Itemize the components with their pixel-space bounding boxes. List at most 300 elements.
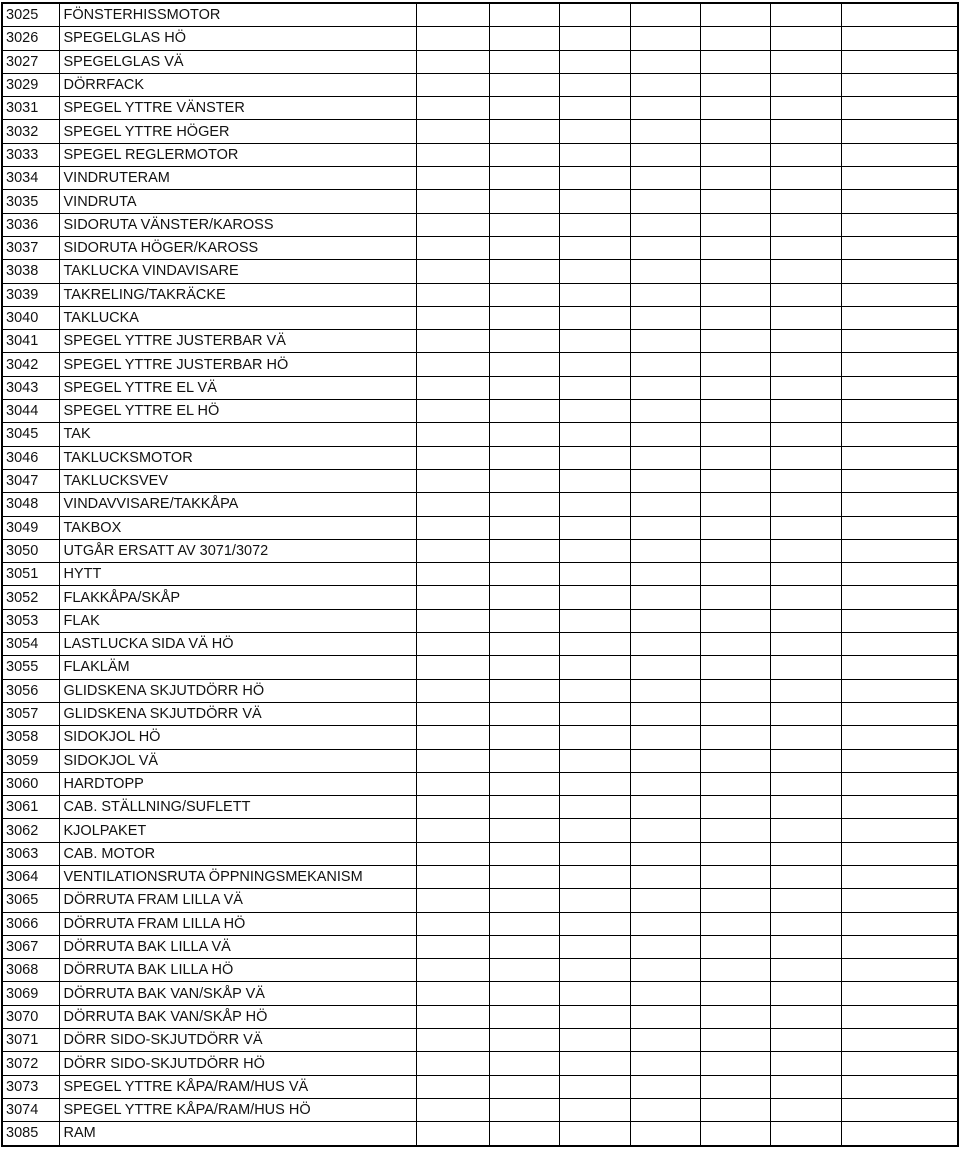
part-name-cell: DÖRRUTA BAK LILLA VÄ xyxy=(59,935,416,958)
empty-cell xyxy=(770,283,841,306)
part-name-cell: DÖRRUTA FRAM LILLA VÄ xyxy=(59,889,416,912)
empty-cell xyxy=(630,236,700,259)
table-row xyxy=(2,982,958,1005)
empty-cell xyxy=(770,726,841,749)
part-code-cell: 3085 xyxy=(2,1122,59,1146)
empty-cell xyxy=(770,749,841,772)
part-code-cell: 3033 xyxy=(2,143,59,166)
part-name-cell: GLIDSKENA SKJUTDÖRR VÄ xyxy=(59,702,416,725)
empty-cell xyxy=(630,190,700,213)
empty-cell xyxy=(770,400,841,423)
empty-cell xyxy=(700,400,770,423)
empty-cell xyxy=(630,143,700,166)
empty-cell xyxy=(770,702,841,725)
empty-cell xyxy=(841,935,958,958)
parts-code-table xyxy=(1,2,959,1147)
empty-cell xyxy=(559,702,630,725)
table-row xyxy=(2,143,958,166)
empty-cell xyxy=(841,1052,958,1075)
part-code-cell: 3072 xyxy=(2,1052,59,1075)
empty-cell xyxy=(416,400,489,423)
empty-cell xyxy=(416,865,489,888)
part-code-cell: 3065 xyxy=(2,889,59,912)
table-row xyxy=(2,865,958,888)
empty-cell xyxy=(770,120,841,143)
empty-cell xyxy=(841,167,958,190)
part-name-cell: KJOLPAKET xyxy=(59,819,416,842)
empty-cell xyxy=(416,1122,489,1146)
empty-cell xyxy=(770,935,841,958)
part-code-cell: 3043 xyxy=(2,376,59,399)
empty-cell xyxy=(841,912,958,935)
part-name-cell: DÖRR SIDO-SKJUTDÖRR VÄ xyxy=(59,1029,416,1052)
table-row xyxy=(2,236,958,259)
empty-cell xyxy=(841,213,958,236)
empty-cell xyxy=(841,1005,958,1028)
empty-cell xyxy=(841,400,958,423)
empty-cell xyxy=(489,73,559,96)
empty-cell xyxy=(630,539,700,562)
part-code-cell: 3026 xyxy=(2,27,59,50)
empty-cell xyxy=(489,563,559,586)
empty-cell xyxy=(700,656,770,679)
empty-cell xyxy=(700,749,770,772)
empty-cell xyxy=(489,306,559,329)
empty-cell xyxy=(700,726,770,749)
empty-cell xyxy=(559,353,630,376)
empty-cell xyxy=(559,376,630,399)
empty-cell xyxy=(841,982,958,1005)
empty-cell xyxy=(700,1098,770,1121)
empty-cell xyxy=(489,889,559,912)
table-row xyxy=(2,516,958,539)
empty-cell xyxy=(770,236,841,259)
empty-cell xyxy=(559,563,630,586)
part-code-cell: 3059 xyxy=(2,749,59,772)
empty-cell xyxy=(700,493,770,516)
empty-cell xyxy=(559,726,630,749)
part-code-cell: 3046 xyxy=(2,446,59,469)
empty-cell xyxy=(630,633,700,656)
part-name-cell: SPEGELGLAS HÖ xyxy=(59,27,416,50)
empty-cell xyxy=(841,539,958,562)
empty-cell xyxy=(770,1052,841,1075)
empty-cell xyxy=(841,120,958,143)
table-row xyxy=(2,633,958,656)
empty-cell xyxy=(416,633,489,656)
empty-cell xyxy=(841,97,958,120)
empty-cell xyxy=(416,27,489,50)
empty-cell xyxy=(770,306,841,329)
empty-cell xyxy=(489,283,559,306)
table-row xyxy=(2,260,958,283)
empty-cell xyxy=(489,1005,559,1028)
part-code-cell: 3027 xyxy=(2,50,59,73)
table-row xyxy=(2,889,958,912)
empty-cell xyxy=(559,446,630,469)
empty-cell xyxy=(841,702,958,725)
empty-cell xyxy=(841,959,958,982)
empty-cell xyxy=(559,493,630,516)
empty-cell xyxy=(630,726,700,749)
empty-cell xyxy=(416,982,489,1005)
empty-cell xyxy=(416,1005,489,1028)
empty-cell xyxy=(630,982,700,1005)
empty-cell xyxy=(770,889,841,912)
part-code-cell: 3050 xyxy=(2,539,59,562)
empty-cell xyxy=(559,167,630,190)
empty-cell xyxy=(559,469,630,492)
empty-cell xyxy=(559,889,630,912)
empty-cell xyxy=(841,1122,958,1146)
part-name-cell: SPEGEL YTTRE JUSTERBAR HÖ xyxy=(59,353,416,376)
empty-cell xyxy=(489,1098,559,1121)
part-name-cell: DÖRRUTA BAK VAN/SKÅP HÖ xyxy=(59,1005,416,1028)
empty-cell xyxy=(559,1075,630,1098)
table-row xyxy=(2,1052,958,1075)
empty-cell xyxy=(630,73,700,96)
empty-cell xyxy=(559,97,630,120)
empty-cell xyxy=(770,982,841,1005)
empty-cell xyxy=(559,400,630,423)
empty-cell xyxy=(559,842,630,865)
empty-cell xyxy=(770,959,841,982)
part-code-cell: 3035 xyxy=(2,190,59,213)
table-row xyxy=(2,1122,958,1146)
part-code-cell: 3025 xyxy=(2,3,59,27)
empty-cell xyxy=(770,423,841,446)
empty-cell xyxy=(630,1052,700,1075)
empty-cell xyxy=(489,982,559,1005)
empty-cell xyxy=(559,50,630,73)
empty-cell xyxy=(700,260,770,283)
empty-cell xyxy=(559,213,630,236)
empty-cell xyxy=(630,260,700,283)
empty-cell xyxy=(700,1075,770,1098)
empty-cell xyxy=(630,353,700,376)
empty-cell xyxy=(489,376,559,399)
part-name-cell: FLAKKÅPA/SKÅP xyxy=(59,586,416,609)
part-code-cell: 3036 xyxy=(2,213,59,236)
empty-cell xyxy=(559,190,630,213)
empty-cell xyxy=(770,633,841,656)
table-row xyxy=(2,935,958,958)
empty-cell xyxy=(700,306,770,329)
empty-cell xyxy=(770,73,841,96)
part-name-cell: FLAKLÄM xyxy=(59,656,416,679)
empty-cell xyxy=(559,423,630,446)
part-code-cell: 3038 xyxy=(2,260,59,283)
empty-cell xyxy=(630,1122,700,1146)
part-code-cell: 3071 xyxy=(2,1029,59,1052)
empty-cell xyxy=(700,1005,770,1028)
empty-cell xyxy=(416,1075,489,1098)
empty-cell xyxy=(770,97,841,120)
empty-cell xyxy=(489,260,559,283)
empty-cell xyxy=(700,376,770,399)
empty-cell xyxy=(416,1052,489,1075)
empty-cell xyxy=(416,353,489,376)
empty-cell xyxy=(416,889,489,912)
table-row xyxy=(2,190,958,213)
empty-cell xyxy=(700,516,770,539)
empty-cell xyxy=(770,1029,841,1052)
empty-cell xyxy=(559,656,630,679)
part-name-cell: LASTLUCKA SIDA VÄ HÖ xyxy=(59,633,416,656)
empty-cell xyxy=(630,749,700,772)
empty-cell xyxy=(559,1098,630,1121)
empty-cell xyxy=(700,959,770,982)
empty-cell xyxy=(770,376,841,399)
empty-cell xyxy=(416,423,489,446)
empty-cell xyxy=(630,1075,700,1098)
part-name-cell: DÖRR SIDO-SKJUTDÖRR HÖ xyxy=(59,1052,416,1075)
empty-cell xyxy=(700,982,770,1005)
empty-cell xyxy=(841,3,958,27)
empty-cell xyxy=(416,539,489,562)
empty-cell xyxy=(416,50,489,73)
empty-cell xyxy=(416,702,489,725)
part-name-cell: VENTILATIONSRUTA ÖPPNINGSMEKANISM xyxy=(59,865,416,888)
part-name-cell: DÖRRUTA BAK LILLA HÖ xyxy=(59,959,416,982)
empty-cell xyxy=(841,1098,958,1121)
empty-cell xyxy=(770,1005,841,1028)
empty-cell xyxy=(700,167,770,190)
empty-cell xyxy=(416,1098,489,1121)
empty-cell xyxy=(770,1122,841,1146)
empty-cell xyxy=(416,3,489,27)
empty-cell xyxy=(416,609,489,632)
empty-cell xyxy=(559,935,630,958)
table-row xyxy=(2,400,958,423)
table-body xyxy=(2,3,958,1146)
empty-cell xyxy=(700,889,770,912)
empty-cell xyxy=(841,236,958,259)
table-row xyxy=(2,842,958,865)
empty-cell xyxy=(489,1075,559,1098)
table-row xyxy=(2,120,958,143)
empty-cell xyxy=(841,819,958,842)
empty-cell xyxy=(630,912,700,935)
empty-cell xyxy=(841,633,958,656)
empty-cell xyxy=(416,772,489,795)
empty-cell xyxy=(841,586,958,609)
part-name-cell: TAKRELING/TAKRÄCKE xyxy=(59,283,416,306)
empty-cell xyxy=(630,167,700,190)
empty-cell xyxy=(630,935,700,958)
empty-cell xyxy=(416,959,489,982)
empty-cell xyxy=(630,656,700,679)
part-code-cell: 3029 xyxy=(2,73,59,96)
empty-cell xyxy=(700,796,770,819)
empty-cell xyxy=(416,306,489,329)
empty-cell xyxy=(559,539,630,562)
empty-cell xyxy=(416,469,489,492)
empty-cell xyxy=(700,120,770,143)
empty-cell xyxy=(416,143,489,166)
empty-cell xyxy=(489,330,559,353)
empty-cell xyxy=(489,27,559,50)
empty-cell xyxy=(770,912,841,935)
table-row xyxy=(2,27,958,50)
part-name-cell: TAKLUCKSMOTOR xyxy=(59,446,416,469)
empty-cell xyxy=(559,609,630,632)
empty-cell xyxy=(489,912,559,935)
empty-cell xyxy=(700,609,770,632)
part-code-cell: 3037 xyxy=(2,236,59,259)
empty-cell xyxy=(630,563,700,586)
part-name-cell: SPEGELGLAS VÄ xyxy=(59,50,416,73)
empty-cell xyxy=(770,493,841,516)
empty-cell xyxy=(841,73,958,96)
empty-cell xyxy=(700,469,770,492)
empty-cell xyxy=(416,749,489,772)
empty-cell xyxy=(770,819,841,842)
empty-cell xyxy=(841,609,958,632)
empty-cell xyxy=(700,283,770,306)
empty-cell xyxy=(770,143,841,166)
part-name-cell: TAKLUCKA VINDAVISARE xyxy=(59,260,416,283)
part-name-cell: FLAK xyxy=(59,609,416,632)
empty-cell xyxy=(630,609,700,632)
empty-cell xyxy=(416,260,489,283)
part-name-cell: SIDOKJOL HÖ xyxy=(59,726,416,749)
table-row xyxy=(2,97,958,120)
empty-cell xyxy=(489,796,559,819)
empty-cell xyxy=(770,330,841,353)
empty-cell xyxy=(630,772,700,795)
empty-cell xyxy=(700,1122,770,1146)
table-row xyxy=(2,539,958,562)
empty-cell xyxy=(416,563,489,586)
table-row xyxy=(2,73,958,96)
empty-cell xyxy=(841,353,958,376)
table-row xyxy=(2,376,958,399)
empty-cell xyxy=(630,679,700,702)
empty-cell xyxy=(489,469,559,492)
empty-cell xyxy=(700,143,770,166)
table-row xyxy=(2,702,958,725)
empty-cell xyxy=(700,586,770,609)
empty-cell xyxy=(630,865,700,888)
empty-cell xyxy=(416,446,489,469)
table-row xyxy=(2,167,958,190)
empty-cell xyxy=(489,586,559,609)
empty-cell xyxy=(630,1029,700,1052)
part-code-cell: 3047 xyxy=(2,469,59,492)
empty-cell xyxy=(489,423,559,446)
part-name-cell: DÖRRUTA FRAM LILLA HÖ xyxy=(59,912,416,935)
empty-cell xyxy=(841,516,958,539)
empty-cell xyxy=(770,190,841,213)
empty-cell xyxy=(630,423,700,446)
empty-cell xyxy=(489,236,559,259)
empty-cell xyxy=(841,27,958,50)
empty-cell xyxy=(700,935,770,958)
empty-cell xyxy=(416,236,489,259)
empty-cell xyxy=(630,283,700,306)
empty-cell xyxy=(489,3,559,27)
empty-cell xyxy=(630,959,700,982)
table-row xyxy=(2,283,958,306)
part-code-cell: 3052 xyxy=(2,586,59,609)
empty-cell xyxy=(489,842,559,865)
empty-cell xyxy=(489,97,559,120)
empty-cell xyxy=(489,50,559,73)
empty-cell xyxy=(841,190,958,213)
empty-cell xyxy=(770,586,841,609)
table-row xyxy=(2,679,958,702)
empty-cell xyxy=(770,1098,841,1121)
empty-cell xyxy=(700,819,770,842)
table-row xyxy=(2,469,958,492)
empty-cell xyxy=(841,1029,958,1052)
part-name-cell: SPEGEL YTTRE KÅPA/RAM/HUS HÖ xyxy=(59,1098,416,1121)
part-code-cell: 3031 xyxy=(2,97,59,120)
empty-cell xyxy=(489,656,559,679)
part-name-cell: SPEGEL YTTRE JUSTERBAR VÄ xyxy=(59,330,416,353)
empty-cell xyxy=(841,726,958,749)
empty-cell xyxy=(700,772,770,795)
empty-cell xyxy=(559,143,630,166)
table-row xyxy=(2,1029,958,1052)
table-row xyxy=(2,1075,958,1098)
part-name-cell: CAB. STÄLLNING/SUFLETT xyxy=(59,796,416,819)
empty-cell xyxy=(770,446,841,469)
empty-cell xyxy=(489,935,559,958)
table-row xyxy=(2,726,958,749)
empty-cell xyxy=(416,97,489,120)
part-code-cell: 3045 xyxy=(2,423,59,446)
empty-cell xyxy=(770,167,841,190)
empty-cell xyxy=(700,213,770,236)
empty-cell xyxy=(770,3,841,27)
table-row xyxy=(2,609,958,632)
table-row xyxy=(2,819,958,842)
part-code-cell: 3040 xyxy=(2,306,59,329)
empty-cell xyxy=(841,749,958,772)
empty-cell xyxy=(559,73,630,96)
empty-cell xyxy=(630,50,700,73)
empty-cell xyxy=(770,27,841,50)
empty-cell xyxy=(559,3,630,27)
part-code-cell: 3061 xyxy=(2,796,59,819)
empty-cell xyxy=(416,283,489,306)
empty-cell xyxy=(416,120,489,143)
empty-cell xyxy=(841,143,958,166)
empty-cell xyxy=(559,516,630,539)
part-name-cell: RAM xyxy=(59,1122,416,1146)
empty-cell xyxy=(841,376,958,399)
empty-cell xyxy=(416,493,489,516)
part-name-cell: TAKLUCKSVEV xyxy=(59,469,416,492)
empty-cell xyxy=(770,563,841,586)
empty-cell xyxy=(841,842,958,865)
empty-cell xyxy=(841,796,958,819)
empty-cell xyxy=(630,3,700,27)
part-name-cell: TAK xyxy=(59,423,416,446)
empty-cell xyxy=(630,842,700,865)
empty-cell xyxy=(770,772,841,795)
empty-cell xyxy=(700,1052,770,1075)
part-code-cell: 3034 xyxy=(2,167,59,190)
empty-cell xyxy=(416,912,489,935)
part-name-cell: VINDAVVISARE/TAKKÅPA xyxy=(59,493,416,516)
empty-cell xyxy=(841,260,958,283)
empty-cell xyxy=(489,167,559,190)
empty-cell xyxy=(770,679,841,702)
part-name-cell: SPEGEL YTTRE VÄNSTER xyxy=(59,97,416,120)
